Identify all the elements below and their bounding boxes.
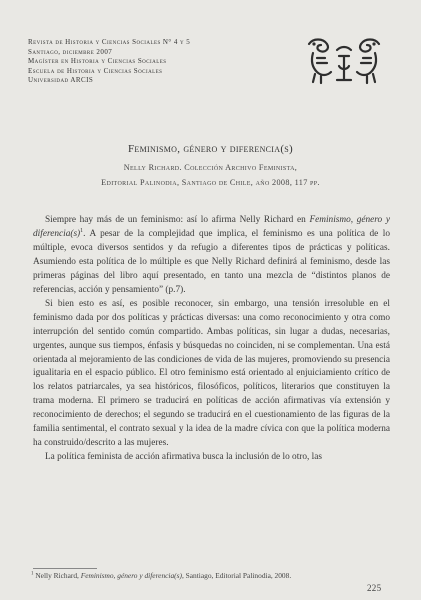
footnote-text-b: , Santiago, Editorial Palinodia, 2008. — [181, 571, 292, 580]
journal-university: Universidad ARCIS — [28, 76, 94, 85]
footnote-number: 1 — [31, 571, 34, 577]
paragraph-1 — [33, 214, 390, 298]
paragraph-2: Si bien esto es así, es posible reconocer, sin embargo, una tensión irresoluble en el feminismo dada por dos políticas y prácticas diversas: una como reconocimiento y otra como interrupción del sentido común compartido. Ambas políticas, sin lugar a dudas, necesarias, urgentes, aunque sus tiempos, énfasis y búsquedas no coinciden, ni se complementan. Una está orientada al mejoramiento de las condiciones de vida de las mujeres, promoviendo su presencia igualitaria en el espacio público. El otro feminismo está orientado al enjuiciamiento crítico de los relatos patriarcales, ya sea históricos, filosóficos, políticos, literarios que constituyen la trama moderna. El primero se traducirá en políticas de acción afirmativas vía extensión y reconocimiento de derechos; el segundo se traducirá en el cuestionamiento de las figuras de la familia sentimental, el contrato sexual y la idea de la madre cívica con que la política moderna ha construido/descrito a las mujeres. — [33, 298, 390, 449]
footnote-divider — [33, 568, 97, 569]
review-body — [33, 214, 390, 465]
journal-school: Escuela de Historia y Ciencias Sociales — [28, 66, 163, 75]
review-publisher: Editorial Palinodia, Santiago de Chile, año 2008, 117 pp. — [101, 178, 320, 187]
page-number: 225 — [367, 583, 382, 593]
paragraph-1-start: Siempre hay más de un feminismo: así lo afirma Nelly Richard en — [45, 215, 310, 225]
review-author-collection: Nelly Richard. Colección Archivo Feminista, — [123, 163, 298, 172]
paragraph-1-rest: . A pesar de la complejidad que implica, el feminismo es una política de lo múltiple, evoca diversos sentidos y da refugio a diferentes tipos de prácticas y políticas. Asumiendo esta política de lo múltiple es que Nelly Richard definirá al feminismo, desde las primeras páginas del libro aquí presentado, en tanto una mezcla de “distintos planos de referencias, acción y pensamiento” (p.7). — [33, 228, 390, 295]
journal-header — [28, 38, 288, 86]
footnote-ref: 1 — [80, 227, 84, 234]
footnote — [31, 571, 391, 580]
footnote-text-a: Nelly Richard, — [33, 571, 81, 580]
journal-title: Revista de Historia y Ciencias Sociales N° 4 y 5 — [28, 38, 191, 46]
review-title: Feminismo, género y diferencia(s) — [127, 143, 293, 155]
book-title-italic: Feminismo, género y diferencia(s) — [33, 215, 390, 239]
journal-program: Magíster en Historia y Ciencias Sociales — [28, 57, 167, 66]
birds-emblem-logo — [303, 36, 385, 86]
journal-date: Santiago, diciembre 2007 — [28, 47, 113, 56]
footnote-book-title: Feminismo, género y diferencia(s) — [80, 571, 182, 580]
paragraph-3: La política feminista de acción afirmativa busca la inclusión de lo otro, las — [45, 452, 323, 463]
